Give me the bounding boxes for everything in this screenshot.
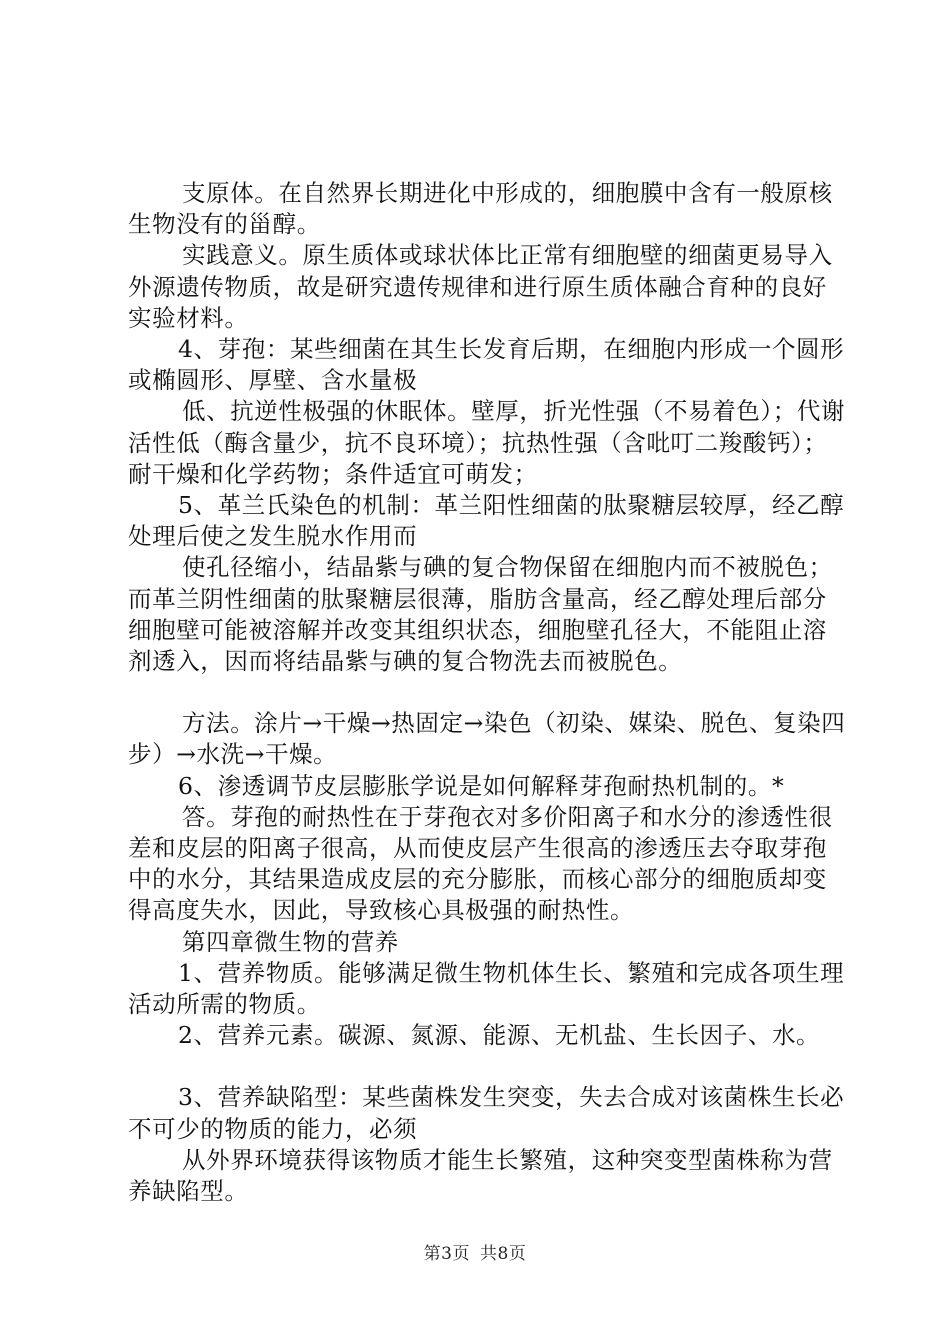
chapter-heading: 第四章微生物的营养: [182, 927, 399, 956]
paragraph: 1、营养物质。能够满足微生物机体生长、繁殖和完成各项生理活动所需的物质。: [128, 958, 845, 1019]
paragraph: 从外界环境获得该物质才能生长繁殖，这种突变型菌株称为营养缺陷型。: [128, 1145, 833, 1206]
paragraph: 答。芽孢的耐热性在于芽孢衣对多价阳离子和水分的渗透性很差和皮层的阳离子很高，从而使皮层产生很高的渗透压去夺取芽孢中的水分，其结果造成皮层的充分膨胀，而核心部分的细胞质却变得高度失水，因此，导致核心具极强的耐热性。: [128, 802, 833, 925]
paragraph: 4、芽孢：某些细菌在其生长发育后期，在细胞内形成一个圆形或椭圆形、厚壁、含水量极: [128, 335, 845, 395]
paragraph: 3、营养缺陷型：某些菌株发生突变，失去合成对该菌株生长必不可少的物质的能力，必须: [128, 1083, 845, 1143]
page-number: 第3页: [423, 1244, 470, 1264]
page-total: 共8页: [480, 1244, 527, 1264]
paragraph: 2、营养元素。碳源、氮源、能源、无机盐、生长因子、水。: [178, 1021, 821, 1050]
page-footer: [0, 1244, 950, 1264]
paragraph: 6、渗透调节皮层膨胀学说是如何解释芽孢耐热机制的。*: [178, 771, 785, 800]
paragraph: 支原体。在自然界长期进化中形成的，细胞膜中含有一般原核生物没有的甾醇。: [128, 179, 833, 239]
paragraph: 方法。涂片→干燥→热固定→染色（初染、媒染、脱色、复染四步）→水洗→干燥。: [128, 709, 846, 769]
paragraph: 低、抗逆性极强的休眠体。壁厚，折光性强（不易着色）；代谢活性低（酶含量少，抗不良环境）；抗热性强（含吡叮二羧酸钙）；耐干燥和化学药物；条件适宜可萌发；: [128, 397, 846, 488]
document-body: [128, 178, 848, 1207]
paragraph: 5、革兰氏染色的机制：革兰阳性细菌的肽聚糖层较厚，经乙醇处理后使之发生脱水作用而: [128, 491, 845, 551]
paragraph: 实践意义。原生质体或球状体比正常有细胞壁的细菌更易导入外源遗传物质，故是研究遗传规律和进行原生质体融合育种的良好实验材料。: [128, 241, 833, 332]
paragraph: 使孔径缩小，结晶紫与碘的复合物保留在细胞内而不被脱色；而革兰阴性细菌的肽聚糖层很薄，脂肪含量高，经乙醇处理后部分细胞壁可能被溶解并改变其组织状态，细胞壁孔径大，不能阻止溶剂透入，因而将结晶紫与碘的复合物洗去而被脱色。: [128, 553, 833, 676]
